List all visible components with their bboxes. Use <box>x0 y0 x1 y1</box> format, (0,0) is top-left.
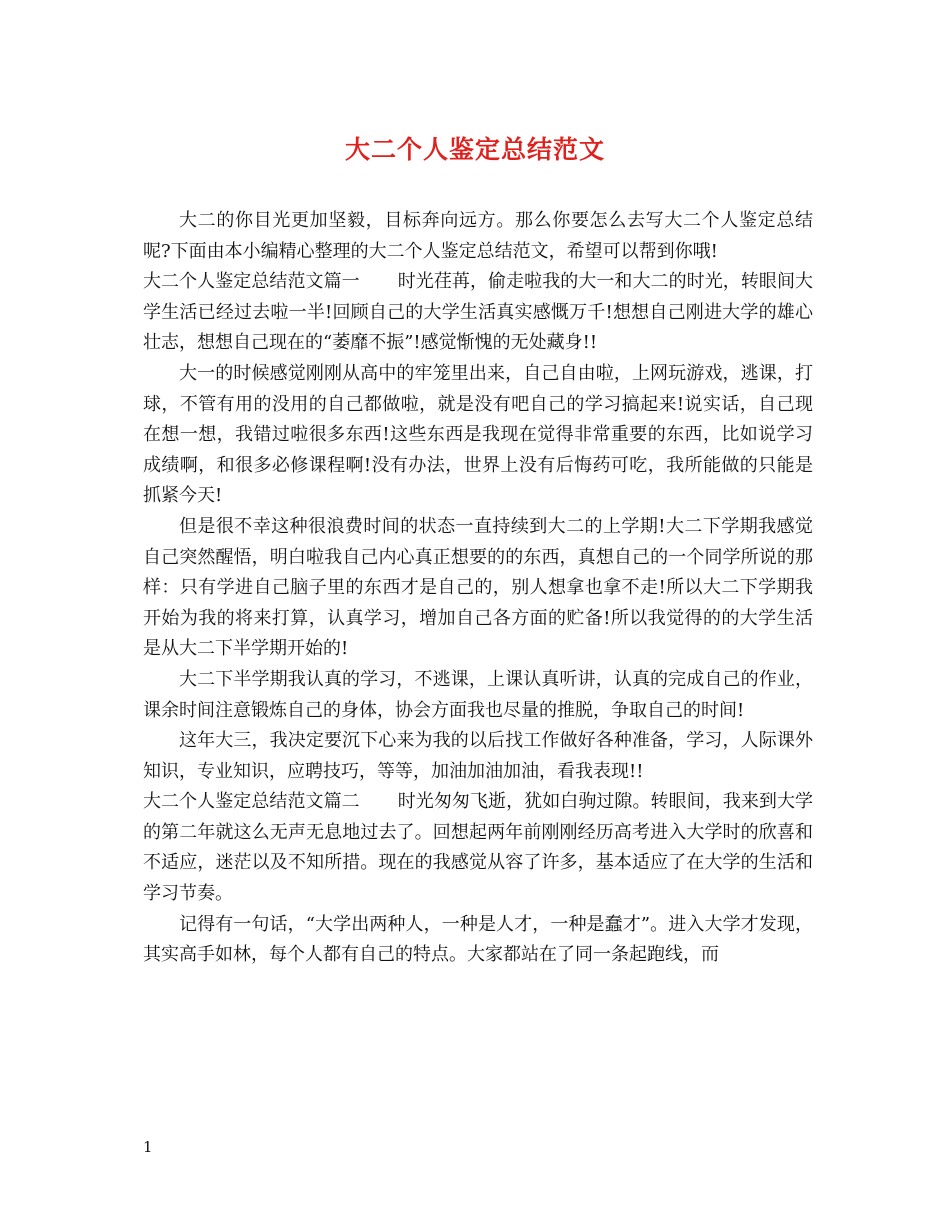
section-two-heading: 大二个人鉴定总结范文篇二 <box>143 791 360 813</box>
section-one-heading: 大二个人鉴定总结范文篇一 <box>143 271 360 293</box>
section-one-paragraph-1: 时光荏苒，偷走啦我的大一和大二的时光，转眼间大学生活已经过去啦一半!回顾自己的大学生活真实感慨万千!想想自己刚进大学的雄心壮志，想想自己现在的“萎靡不振”!感觉惭愧的无处藏身!! <box>143 271 813 354</box>
section-two-first-paragraph <box>143 787 813 909</box>
section-one-paragraph-5: 这年大三，我决定要沉下心来为我的以后找工作做好各种准备，学习，人际课外知识，专业知识，应聘技巧，等等，加油加油加油，看我表现!! <box>143 730 813 782</box>
section-one-paragraph-2: 大一的时候感觉刚刚从高中的牢笼里出来，自己自由啦，上网玩游戏，逃课，打球，不管有用的没用的自己都做啦，就是没有吧自己的学习搞起来!说实话，自己现在想一想，我错过啦很多东西!这些东西是我现在觉得非常重要的东西，比如说学习成绩啊，和很多必修课程啊!没有办法，世界上没有后悔药可吃，我所能做的只能是抓紧今天! <box>143 362 813 507</box>
document-body <box>143 206 813 971</box>
section-one-paragraph-4: 大二下半学期我认真的学习，不逃课，上课认真听讲，认真的完成自己的作业，课余时间注意锻炼自己的身体，协会方面我也尽量的推脱，争取自己的时间! <box>143 668 813 721</box>
section-one-first-paragraph <box>143 267 813 359</box>
section-two-paragraph-2: 记得有一句话，“大学出两种人，一种是人才，一种是蠢才”。进入大学才发现，其实高手如林，每个人都有自己的特点。大家都站在了同一条起跑线，而 <box>143 913 813 966</box>
section-one-paragraph-3: 但是很不幸这种很浪费时间的状态一直持续到大二的上学期!大二下学期我感觉自己突然醒悟，明白啦我自己内心真正想要的的东西，真想自己的一个同学所说的那样：只有学进自己脑子里的东西才是自己的，别人想拿也拿不走!所以大二下学期我开始为我的将来打算，认真学习，增加自己各方面的贮备!所以我觉得的的大学生活是从大二下半学期开始的! <box>143 515 813 660</box>
section-two-paragraph-1: 时光匆匆飞逝，犹如白驹过隙。转眼间，我来到大学的第二年就这么无声无息地过去了。回想起两年前刚刚经历高考进入大学时的欣喜和不适应，迷茫以及不知所措。现在的我感觉从容了许多，基本适应了在大学的生活和学习节奏。 <box>143 791 813 905</box>
paragraph-intro: 大二的你目光更加坚毅，目标奔向远方。那么你要怎么去写大二个人鉴定总结呢?下面由本小编精心整理的大二个人鉴定总结范文，希望可以帮到你哦! <box>143 210 813 262</box>
document-title: 大二个人鉴定总结范文 <box>344 135 605 164</box>
page-number: 1 <box>143 1138 153 1156</box>
